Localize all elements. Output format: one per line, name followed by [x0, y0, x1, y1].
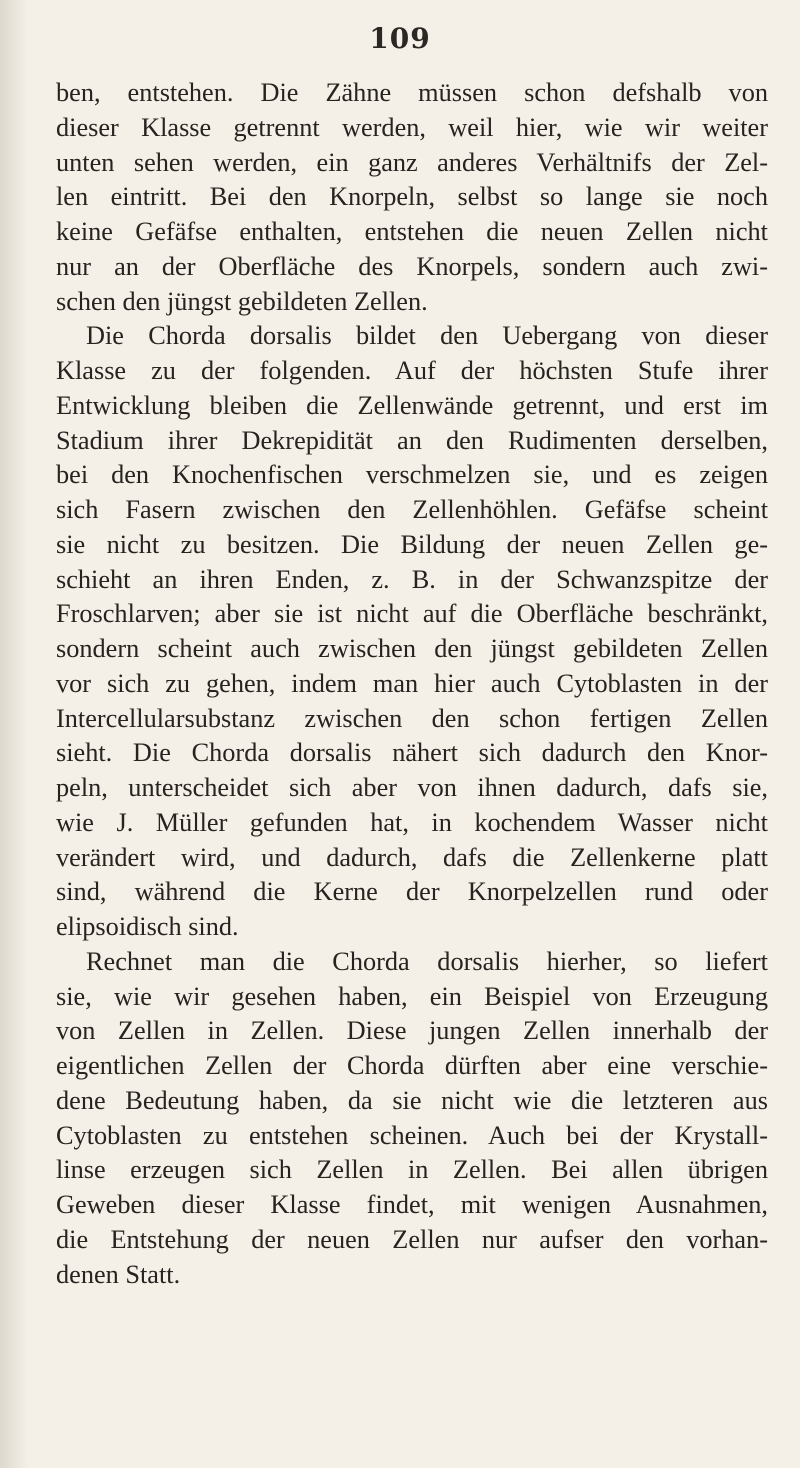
text-line: Stadium ihrer Dekrepidität an den Rudimenten derselben, — [56, 425, 768, 455]
text-line: Froschlarven; aber sie ist nicht auf die Oberfläche beschränkt, — [56, 599, 768, 629]
text-line: linse erzeugen sich Zellen in Zellen. Bei allen übrigen — [56, 1155, 768, 1185]
text-line: Die Chorda dorsalis bildet den Uebergang von dieser — [86, 321, 768, 351]
text-line: die Entstehung der neuen Zellen nur aufser den vorhan- — [56, 1224, 768, 1254]
text-line: dene Bedeutung haben, da sie nicht wie die letzteren aus — [56, 1085, 768, 1115]
text-line: sieht. Die Chorda dorsalis nähert sich dadurch den Knor- — [56, 738, 768, 768]
text-line: sie nicht zu besitzen. Die Bildung der neuen Zellen ge- — [56, 529, 768, 559]
page-number: 109 — [369, 22, 431, 55]
text-line: unten sehen werden, ein ganz anderes Verhältnifs der Zel- — [56, 147, 768, 177]
text-line: schieht an ihren Enden, z. B. in der Schwanzspitze der — [56, 564, 768, 594]
text-line: vor sich zu gehen, indem man hier auch Cytoblasten in der — [56, 668, 768, 698]
text-line: verändert wird, und dadurch, dafs die Zellenkerne platt — [56, 842, 768, 872]
text-line: elipsoidisch sind. — [56, 912, 239, 941]
text-line: Cytoblasten zu entstehen scheinen. Auch bei der Krystall- — [56, 1120, 768, 1150]
text-line: Geweben dieser Klasse findet, mit wenigen Ausnahmen, — [56, 1190, 768, 1219]
text-line: Entwicklung bleiben die Zellenwände getrennt, und erst im — [56, 390, 768, 420]
text-line: sie, wie wir gesehen haben, ein Beispiel von Erzeugung — [56, 981, 768, 1011]
text-line: Intercellularsubstanz zwischen den schon fertigen Zellen — [56, 703, 768, 733]
text-line: keine Gefäfse enthalten, entstehen die neuen Zellen nicht — [56, 217, 768, 246]
text-line: eigentlichen Zellen der Chorda dürften aber eine verschie- — [56, 1051, 768, 1080]
text-line: denen Statt. — [56, 1259, 181, 1289]
text-line: bei den Knochenfischen verschmelzen sie, und es zeigen — [56, 460, 768, 490]
text-line: ben, entstehen. Die Zähne müssen schon defshalb von — [56, 78, 768, 107]
body-text — [56, 76, 768, 1292]
text-line: dieser Klasse getrennt werden, weil hier, wie wir weiter — [56, 112, 768, 142]
text-line: nur an der Oberfläche des Knorpels, sondern auch zwi- — [56, 251, 768, 281]
text-line: sind, während die Kerne der Knorpelzellen rund oder — [56, 877, 768, 907]
text-line: len eintritt. Bei den Knorpeln, selbst so lange sie noch — [56, 182, 768, 212]
text-line: sich Fasern zwischen den Zellenhöhlen. Gefäfse scheint — [56, 495, 768, 524]
text-line: sondern scheint auch zwischen den jüngst gebildeten Zellen — [56, 634, 768, 663]
text-line: Rechnet man die Chorda dorsalis hierher, so liefert — [86, 946, 768, 976]
text-line: von Zellen in Zellen. Diese jungen Zellen innerhalb der — [56, 1016, 768, 1046]
text-line: schen den jüngst gebildeten Zellen. — [56, 286, 428, 316]
text-line: peln, unterscheidet sich aber von ihnen dadurch, dafs sie, — [56, 773, 768, 802]
text-line: Klasse zu der folgenden. Auf der höchsten Stufe ihrer — [56, 356, 768, 385]
text-line: wie J. Müller gefunden hat, in kochendem Wasser nicht — [56, 807, 768, 837]
